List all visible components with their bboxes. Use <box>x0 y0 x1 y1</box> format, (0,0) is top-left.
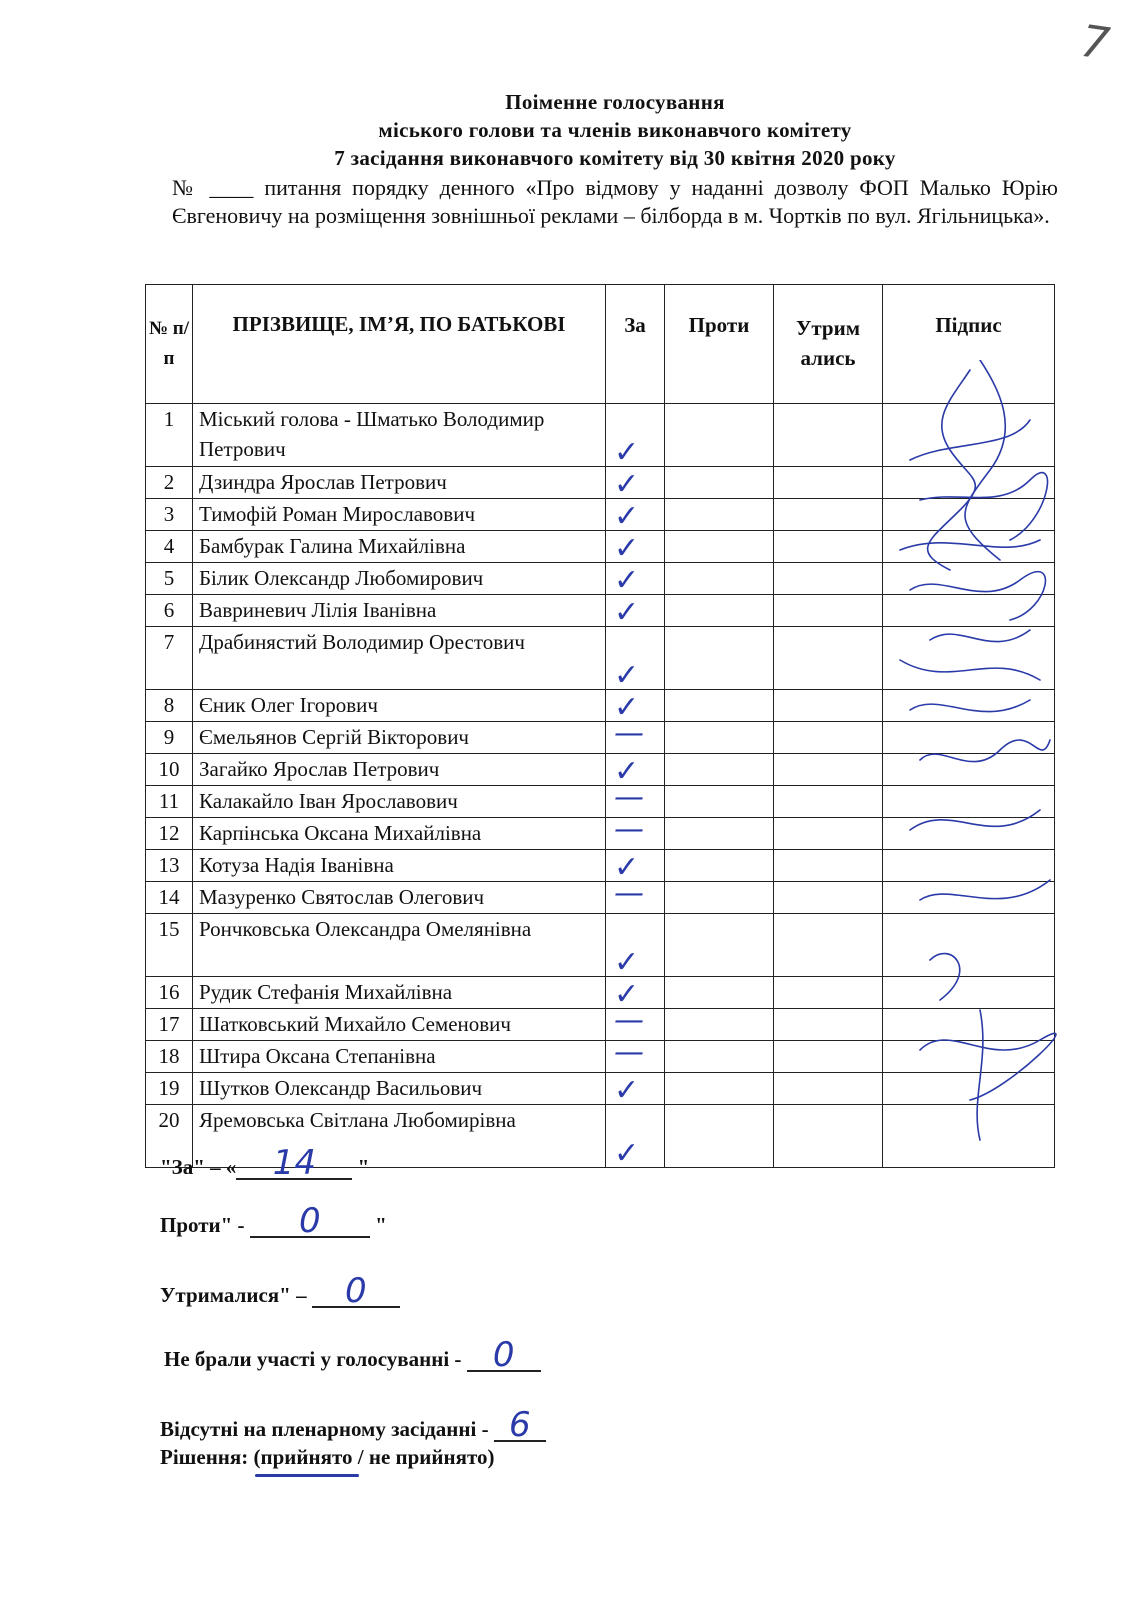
agenda-question: № ____ питання порядку денного «Про відмову у наданні дозволу ФОП Малько Юрію Євгеновичу на розміщення зовнішньої реклами – білборда в м. Чортків по вул. Ягільницька». <box>172 175 1058 228</box>
col-header-signature: Підпис <box>883 285 1055 404</box>
row-vote-against <box>665 914 774 977</box>
summary-against-label: Проти" - <box>160 1213 250 1237</box>
row-number: 9 <box>146 722 193 754</box>
row-signature <box>883 690 1055 722</box>
table-row <box>146 754 1055 786</box>
dash-mark-icon: — <box>614 812 644 847</box>
row-vote-abstained <box>774 1105 883 1168</box>
row-vote-against <box>665 1041 774 1073</box>
summary-for-value: 14 <box>236 1148 352 1180</box>
row-vote-against <box>665 595 774 627</box>
row-name: Єник Олег Ігорович <box>193 690 606 722</box>
col-header-abstained: Утрим ались <box>774 285 883 404</box>
row-vote-abstained <box>774 531 883 563</box>
row-vote-against <box>665 1105 774 1168</box>
row-number: 13 <box>146 850 193 882</box>
summary-not-voting <box>164 1335 541 1375</box>
summary-not-voting-label: Не брали участі у голосуванні - <box>164 1347 467 1371</box>
row-signature <box>883 499 1055 531</box>
table-row <box>146 850 1055 882</box>
row-number: 6 <box>146 595 193 627</box>
row-signature <box>883 467 1055 499</box>
row-vote-for <box>606 1035 665 1073</box>
row-vote-for <box>606 812 665 850</box>
summary-absent-label: Відсутні на пленарному засіданні - <box>160 1417 494 1441</box>
row-vote-against <box>665 977 774 1009</box>
row-name: Котуза Надія Іванівна <box>193 850 606 882</box>
row-signature <box>883 786 1055 818</box>
row-signature <box>883 882 1055 914</box>
checkmark-icon: ✓ <box>614 595 640 630</box>
row-name: Загайко Ярослав Петрович <box>193 754 606 786</box>
row-number: 3 <box>146 499 193 531</box>
row-number: 16 <box>146 977 193 1009</box>
table-row <box>146 467 1055 499</box>
row-vote-abstained <box>774 404 883 467</box>
summary-against <box>160 1201 387 1241</box>
checkmark-icon: ✓ <box>614 658 640 693</box>
checkmark-icon: ✓ <box>614 945 640 980</box>
row-name: Тимофій Роман Мирославович <box>193 499 606 531</box>
row-number: 12 <box>146 818 193 850</box>
row-number: 15 <box>146 914 193 977</box>
row-name: Бамбурак Галина Михайлівна <box>193 531 606 563</box>
row-signature <box>883 1009 1055 1041</box>
row-vote-abstained <box>774 754 883 786</box>
col-header-number: № п/ п <box>146 285 193 404</box>
row-vote-for <box>606 499 665 534</box>
voting-table <box>145 284 1055 1171</box>
row-signature <box>883 1041 1055 1073</box>
decision-accepted <box>261 1445 353 1469</box>
row-vote-against <box>665 404 774 467</box>
table-row <box>146 1009 1055 1041</box>
dash-mark-icon: — <box>614 780 644 815</box>
row-vote-for <box>606 1073 665 1108</box>
checkmark-icon: ✓ <box>614 977 640 1012</box>
row-vote-against <box>665 690 774 722</box>
row-vote-abstained <box>774 722 883 754</box>
summary-for-label: "За" – « <box>160 1155 237 1179</box>
row-vote-abstained <box>774 977 883 1009</box>
row-vote-against <box>665 467 774 499</box>
row-vote-abstained <box>774 627 883 690</box>
row-vote-against <box>665 786 774 818</box>
row-name: Дзиндра Ярослав Петрович <box>193 467 606 499</box>
row-vote-abstained <box>774 850 883 882</box>
row-vote-for <box>606 531 665 566</box>
row-vote-for <box>606 595 665 630</box>
row-vote-abstained <box>774 914 883 977</box>
summary-absent <box>160 1405 546 1445</box>
checkmark-icon: ✓ <box>614 850 640 885</box>
row-vote-for <box>606 716 665 754</box>
row-signature <box>883 531 1055 563</box>
summary-decision-close: ) <box>487 1445 495 1469</box>
row-vote-abstained <box>774 1041 883 1073</box>
row-signature <box>883 1073 1055 1105</box>
table-row <box>146 595 1055 627</box>
summary-decision-label: Рішення: <box>160 1445 254 1469</box>
row-name: Штира Оксана Степанівна <box>193 1041 606 1073</box>
table-row <box>146 818 1055 850</box>
summary-against-value: 0 <box>250 1206 370 1238</box>
dash-mark-icon: — <box>614 1003 644 1038</box>
row-number: 2 <box>146 467 193 499</box>
row-number: 14 <box>146 882 193 914</box>
dash-mark-icon: — <box>614 716 644 751</box>
row-name: Драбинястий Володимир Орестович <box>193 627 606 690</box>
document-header <box>160 88 1070 172</box>
table-row <box>146 914 1055 977</box>
decision-accepted-underline <box>255 1474 359 1477</box>
row-vote-for <box>606 563 665 598</box>
row-vote-abstained <box>774 690 883 722</box>
row-vote-against <box>665 1009 774 1041</box>
row-name: Мазуренко Святослав Олегович <box>193 882 606 914</box>
row-number: 10 <box>146 754 193 786</box>
row-signature <box>883 818 1055 850</box>
summary-abstained-label: Утрималися" – <box>160 1283 312 1307</box>
table-row <box>146 1041 1055 1073</box>
row-name: Міський голова - Шматько Володимир Петрович <box>193 404 606 467</box>
checkmark-icon: ✓ <box>614 499 640 534</box>
table-row <box>146 1073 1055 1105</box>
row-signature <box>883 404 1055 467</box>
row-vote-for <box>606 1105 665 1171</box>
row-number: 1 <box>146 404 193 467</box>
table-row <box>146 499 1055 531</box>
row-name: Шатковський Михайло Семенович <box>193 1009 606 1041</box>
table-row <box>146 531 1055 563</box>
row-vote-against <box>665 499 774 531</box>
row-name: Рудик Стефанія Михайлівна <box>193 977 606 1009</box>
row-number: 5 <box>146 563 193 595</box>
row-name: Шутков Олександр Васильович <box>193 1073 606 1105</box>
row-signature <box>883 754 1055 786</box>
row-vote-against <box>665 882 774 914</box>
row-vote-for <box>606 627 665 693</box>
row-vote-abstained <box>774 882 883 914</box>
row-vote-abstained <box>774 818 883 850</box>
row-vote-against <box>665 754 774 786</box>
summary-not-voting-value: 0 <box>467 1340 541 1372</box>
row-name: Карпінська Оксана Михайлівна <box>193 818 606 850</box>
summary-for-close: " <box>352 1155 370 1179</box>
summary-for <box>160 1143 370 1183</box>
row-name: Ємельянов Сергій Вікторович <box>193 722 606 754</box>
table-row <box>146 563 1055 595</box>
dash-mark-icon: — <box>614 1035 644 1070</box>
summary-decision <box>160 1442 495 1472</box>
checkmark-icon: ✓ <box>614 467 640 502</box>
row-vote-abstained <box>774 1009 883 1041</box>
row-name: Калакайло Іван Ярославович <box>193 786 606 818</box>
row-vote-for <box>606 876 665 914</box>
row-vote-against <box>665 1073 774 1105</box>
row-vote-for <box>606 914 665 980</box>
row-signature <box>883 563 1055 595</box>
summary-decision-open: ( <box>253 1445 261 1469</box>
row-signature <box>883 627 1055 690</box>
row-name: Вавриневич Лілія Іванівна <box>193 595 606 627</box>
header-title: Поіменне голосування <box>505 90 725 114</box>
row-vote-abstained <box>774 595 883 627</box>
row-vote-against <box>665 563 774 595</box>
summary-abstained-value: 0 <box>312 1276 400 1308</box>
row-signature <box>883 722 1055 754</box>
row-signature <box>883 595 1055 627</box>
row-number: 8 <box>146 690 193 722</box>
row-vote-against <box>665 818 774 850</box>
checkmark-icon: ✓ <box>614 1073 640 1108</box>
row-vote-abstained <box>774 786 883 818</box>
table-row <box>146 977 1055 1009</box>
page-number: 7 <box>1077 15 1113 71</box>
summary-abstained <box>160 1271 400 1311</box>
row-signature <box>883 914 1055 977</box>
table-row <box>146 786 1055 818</box>
row-number: 20 <box>146 1105 193 1168</box>
table-row <box>146 690 1055 722</box>
table-row <box>146 722 1055 754</box>
row-number: 4 <box>146 531 193 563</box>
checkmark-icon: ✓ <box>614 1136 640 1171</box>
row-number: 18 <box>146 1041 193 1073</box>
row-name: Білик Олександр Любомирович <box>193 563 606 595</box>
checkmark-icon: ✓ <box>614 531 640 566</box>
row-signature <box>883 850 1055 882</box>
summary-against-close: " <box>369 1213 387 1237</box>
decision-not-accepted: не прийнято <box>368 1445 488 1469</box>
row-vote-against <box>665 531 774 563</box>
col-header-against: Проти <box>665 285 774 404</box>
checkmark-icon: ✓ <box>614 754 640 789</box>
checkmark-icon: ✓ <box>614 690 640 725</box>
row-number: 7 <box>146 627 193 690</box>
row-signature <box>883 1105 1055 1168</box>
summary-absent-value: 6 <box>494 1410 546 1442</box>
header-meeting-date: 7 засідання виконавчого комітету від 30 квітня 2020 року <box>334 146 896 170</box>
dash-mark-icon: — <box>614 876 644 911</box>
row-vote-abstained <box>774 1073 883 1105</box>
header-subtitle: міського голови та членів виконавчого комітету <box>378 118 852 142</box>
table-row <box>146 627 1055 690</box>
col-header-name: ПРІЗВИЩЕ, ІМ’Я, ПО БАТЬКОВІ <box>193 285 606 404</box>
row-vote-against <box>665 722 774 754</box>
row-vote-against <box>665 627 774 690</box>
col-header-for: За <box>606 285 665 404</box>
row-name: Яремовська Світлана Любомирівна <box>193 1105 606 1168</box>
row-number: 19 <box>146 1073 193 1105</box>
row-vote-for <box>606 467 665 502</box>
checkmark-icon: ✓ <box>614 563 640 598</box>
checkmark-icon: ✓ <box>614 435 640 470</box>
row-vote-abstained <box>774 563 883 595</box>
summary-decision-separator: / <box>352 1445 369 1469</box>
row-signature <box>883 977 1055 1009</box>
row-number: 11 <box>146 786 193 818</box>
decision-accepted-text: прийнято <box>260 1445 353 1469</box>
table-header-row <box>146 285 1055 404</box>
row-vote-abstained <box>774 467 883 499</box>
table-row <box>146 882 1055 914</box>
row-vote-against <box>665 850 774 882</box>
row-name: Рончковська Олександра Омелянівна <box>193 914 606 977</box>
row-vote-for <box>606 404 665 470</box>
row-number: 17 <box>146 1009 193 1041</box>
row-vote-abstained <box>774 499 883 531</box>
table-row <box>146 404 1055 467</box>
voting-table-body <box>146 404 1055 1171</box>
